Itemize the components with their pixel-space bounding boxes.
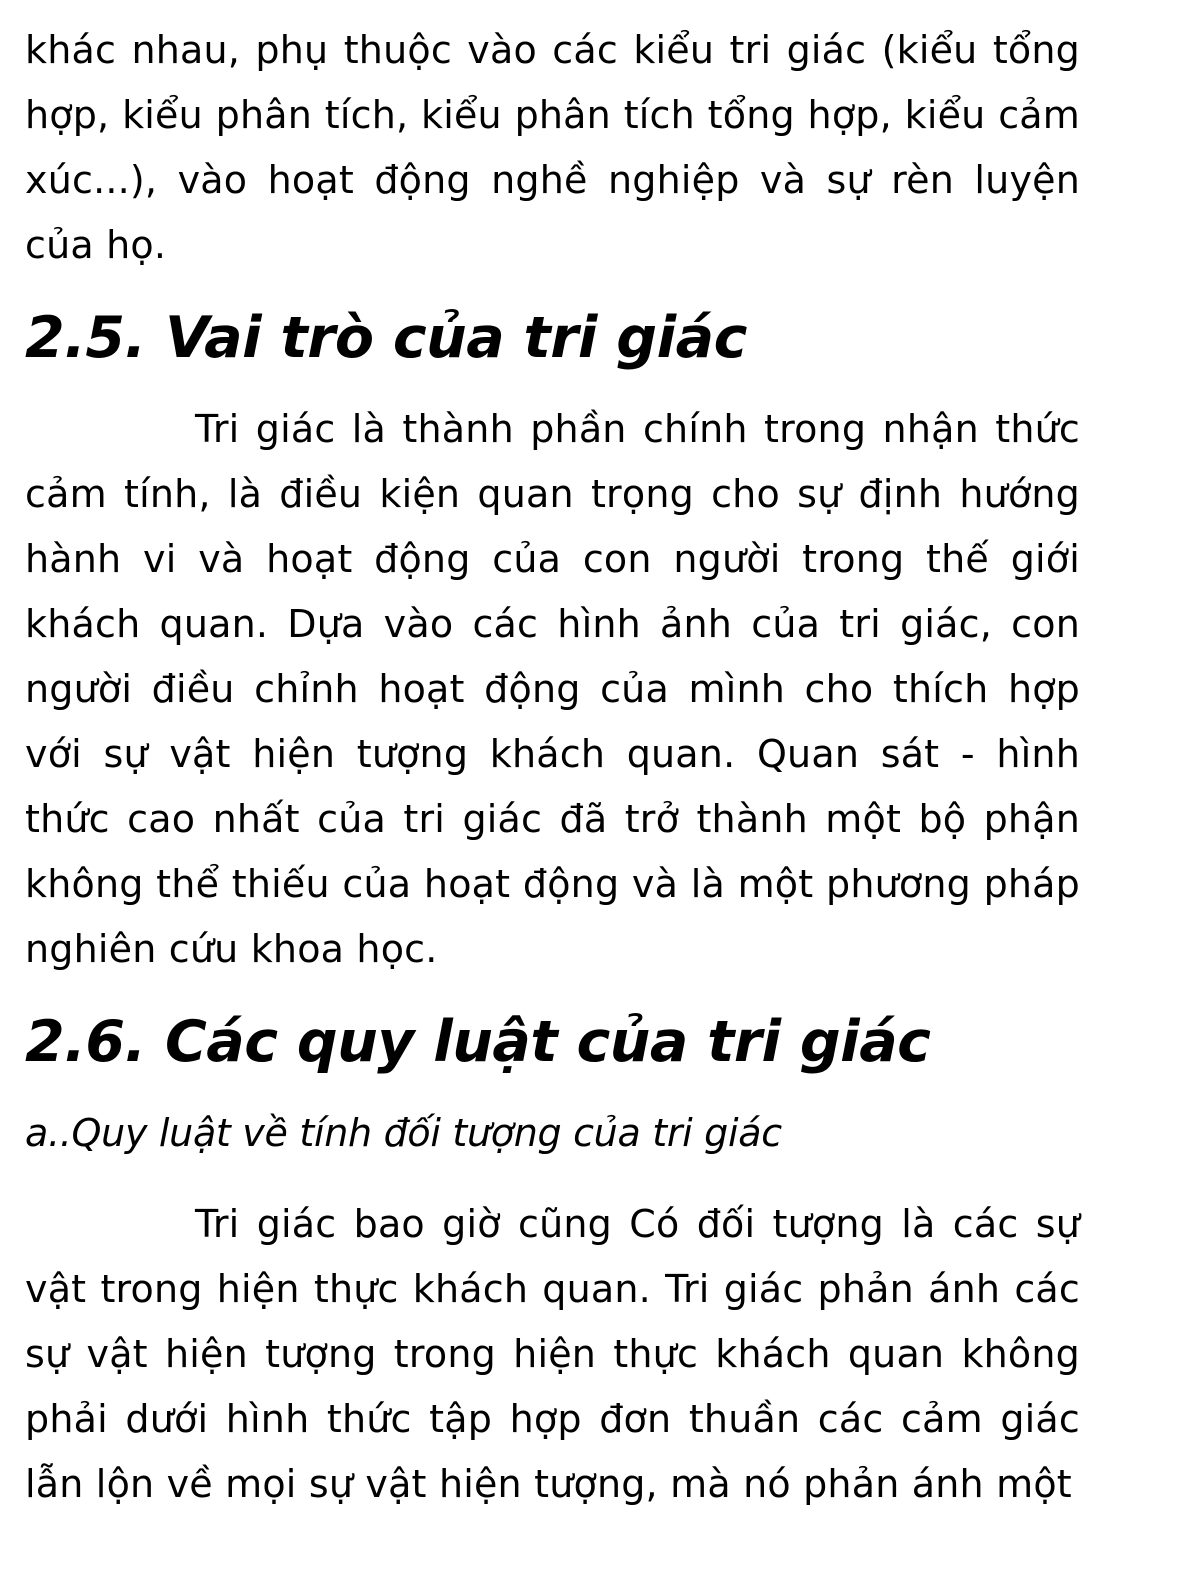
section-2-6-subheading: a..Quy luật về tính đối tượng của tri giác xyxy=(25,1111,782,1155)
spacer xyxy=(25,1075,1080,1101)
spacer xyxy=(25,371,1080,397)
spacer xyxy=(25,1166,1080,1192)
section-heading-2-5: 2.5. Vai trò của tri giác xyxy=(25,305,747,371)
section-heading-2-6: 2.6. Các quy luật của tri giác xyxy=(25,1009,931,1075)
section-2-5-paragraph: Tri giác là thành phần chính trong nhận thức cảm tính, là điều kiện quan trọng cho sự định hướng hành vi và hoạt động của con người trong thế giới khách quan. Dựa vào các hình ảnh của tri giác, con người điều chỉnh hoạt động của mình cho thích hợp với sự vật hiện tượng khách quan. Quan sát - hình thức cao nhất của tri giác đã trở thành một bộ phận không thể thiếu của hoạt động và là một phương pháp nghiên cứu khoa học. xyxy=(25,407,1080,971)
document-page xyxy=(25,18,1080,1517)
section-2-6-paragraph: Tri giác bao giờ cũng Có đối tượng là các sự vật trong hiện thực khách quan. Tri giác phản ánh các sự vật hiện tượng trong hiện thực khách quan không phải dưới hình thức tập hợp đơn thuần các cảm giác lẫn lộn về mọi sự vật hiện tượng, mà nó phản ánh một xyxy=(25,1202,1080,1506)
spacer xyxy=(25,982,1080,1010)
spacer xyxy=(25,278,1080,306)
intro-paragraph: khác nhau, phụ thuộc vào các kiểu tri giác (kiểu tổng hợp, kiểu phân tích, kiểu phân tích tổng hợp, kiểu cảm xúc...), vào hoạt động nghề nghiệp và sự rèn luyện của họ. xyxy=(25,28,1080,267)
